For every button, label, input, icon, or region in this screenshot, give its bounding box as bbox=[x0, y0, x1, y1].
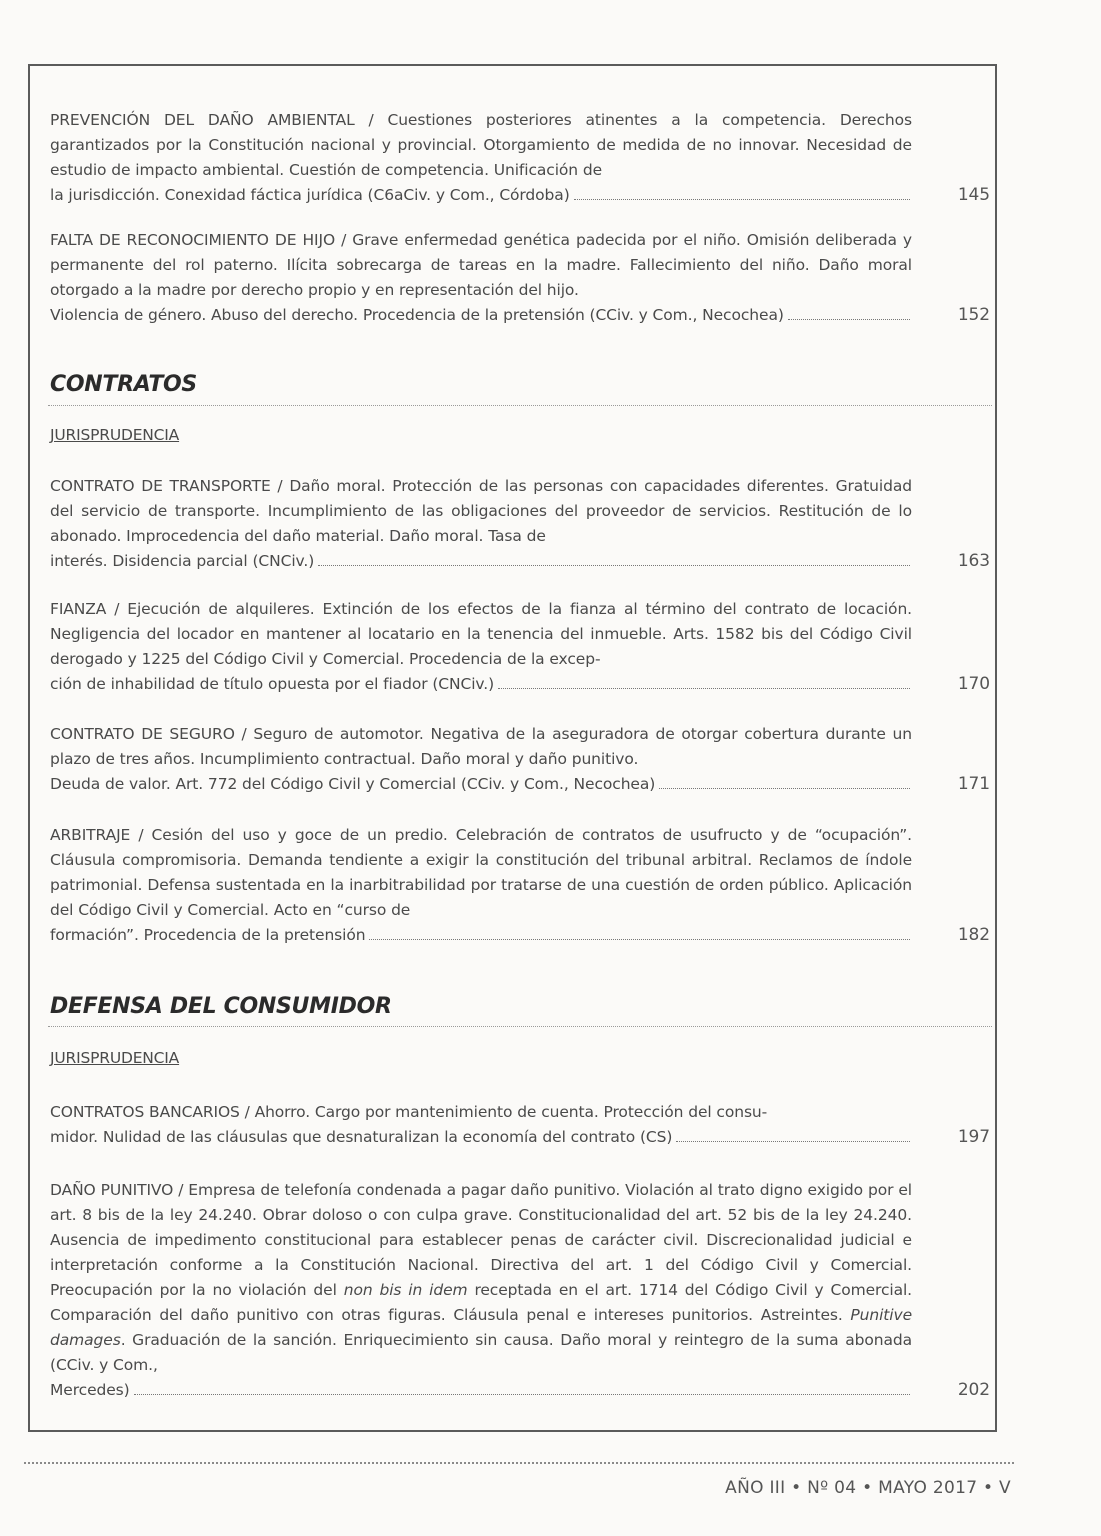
entry-text-part: receptada en el art. 1714 del Código Civil y Comercial. Comparación del daño punitivo con otras figuras. Cláusula penal e intereses punitorios. Astreintes. bbox=[50, 1281, 913, 1324]
page-footer: AÑO III • Nº 04 • MAYO 2017 • V bbox=[725, 1478, 1011, 1498]
entry-last-line bbox=[50, 549, 912, 574]
index-entry-arbitraje bbox=[50, 823, 990, 948]
entry-last-line bbox=[50, 772, 912, 797]
dot-leader bbox=[318, 565, 910, 566]
page-number: 171 bbox=[957, 774, 990, 794]
entry-last-line bbox=[50, 1378, 912, 1403]
index-entry-dano-punitivo bbox=[50, 1178, 990, 1403]
entry-text: CONTRATO DE SEGURO / Seguro de automotor. Negativa de la aseguradora de otorgar cobertura durante un plazo de tres años. Incumplimiento contractual. Daño moral y daño punitivo. bbox=[50, 725, 912, 768]
dot-leader bbox=[659, 788, 910, 789]
page-number: 182 bbox=[957, 925, 990, 945]
entry-last-line-text: Deuda de valor. Art. 772 del Código Civil y Comercial (CCiv. y Com., Necochea) bbox=[50, 775, 656, 793]
page-number: 163 bbox=[957, 551, 990, 571]
entry-last-line-text: formación”. Procedencia de la pretensión bbox=[50, 926, 366, 944]
entry-last-line bbox=[50, 303, 912, 328]
entry-last-line-text: ción de inhabilidad de título opuesta por el fiador (CNCiv.) bbox=[50, 675, 495, 693]
index-entry-contrato-transporte bbox=[50, 474, 990, 574]
section-title-contratos: CONTRATOS bbox=[50, 372, 197, 397]
entry-text: ARBITRAJE / Cesión del uso y goce de un predio. Celebración de contratos de usufructo y de “ocupación”. Cláusula compromisoria. Demanda tendiente a exigir la constitución del tribunal arbitral. Reclamos de índole patrimonial. Defensa sustentada en la inarbitrabilidad por tratarse de una cuestión de orden público. Aplicación del Código Civil y Comercial. Acto en “curso de bbox=[50, 826, 912, 919]
dot-leader bbox=[574, 199, 910, 200]
index-entry-fianza bbox=[50, 597, 990, 697]
page-number: 152 bbox=[957, 305, 990, 325]
dot-leader bbox=[498, 688, 910, 689]
entry-text: PREVENCIÓN DEL DAÑO AMBIENTAL / Cuestiones posteriores atinentes a la competencia. Derechos garantizados por la Constitución nacional y provincial. Otorgamiento de medida de no innovar. Necesidad de estudio de impacto ambiental. Cuestión de competencia. Unificación de bbox=[50, 111, 912, 179]
entry-last-line bbox=[50, 923, 912, 948]
page-number: 145 bbox=[957, 185, 990, 205]
entry-last-line bbox=[50, 1125, 912, 1150]
entry-last-line-text: Violencia de género. Abuso del derecho. Procedencia de la pretensión (CCiv. y Com., Necochea) bbox=[50, 306, 784, 324]
page-number: 170 bbox=[957, 674, 990, 694]
entry-text bbox=[50, 1178, 912, 1378]
latin-phrase: non bis in idem bbox=[343, 1281, 468, 1299]
page-number: 202 bbox=[957, 1380, 990, 1400]
english-phrase: Punitive damages bbox=[50, 1306, 912, 1349]
entry-text-part: DAÑO PUNITIVO / Empresa de telefonía condenada a pagar daño punitivo. Violación al trato digno exigido por el art. 8 bis de la ley 24.240. Obrar doloso o con culpa grave. Constitucionalidad del art. 52 bis de la ley 24.240. Ausencia de impedimento constitucional para establecer penas de carácter civil. Discrecionalidad judicial e interpretación conforme a la Constitución Nacional. Directiva del art. 1 del Código Civil y Comercial. Preocupación por la no violación del bbox=[50, 1181, 912, 1299]
entry-text-part: . Graduación de la sanción. Enriquecimiento sin causa. Daño moral y reintegro de la suma abonada (CCiv. y Com., bbox=[50, 1331, 912, 1374]
index-entry-contratos-bancarios bbox=[50, 1100, 990, 1150]
entry-last-line-text: midor. Nulidad de las cláusulas que desnaturalizan la economía del contrato (CS) bbox=[50, 1128, 673, 1146]
dot-leader bbox=[788, 319, 910, 320]
section-divider bbox=[48, 1026, 992, 1027]
entry-last-line bbox=[50, 183, 912, 208]
dot-leader bbox=[369, 939, 910, 940]
entry-last-line-text: Mercedes) bbox=[50, 1381, 130, 1399]
page-number: 197 bbox=[957, 1127, 990, 1147]
index-entry-prevencion-dano-ambiental bbox=[50, 108, 990, 208]
entry-text: CONTRATOS BANCARIOS / Ahorro. Cargo por mantenimiento de cuenta. Protección del consu- bbox=[50, 1103, 768, 1121]
entry-text: CONTRATO DE TRANSPORTE / Daño moral. Protección de las personas con capacidades diferentes. Gratuidad del servicio de transporte. Incumplimiento de las obligaciones del proveedor de servicios. Restitución de lo abonado. Improcedencia del daño material. Daño moral. Tasa de bbox=[50, 477, 912, 545]
subheading-jurisprudencia: JURISPRUDENCIA bbox=[50, 1049, 180, 1067]
entry-text: FIANZA / Ejecución de alquileres. Extinción de los efectos de la fianza al término del contrato de locación. Negligencia del locador en mantener al locatario en la tenencia del inmueble. Arts. 1582 bis del Código Civil derogado y 1225 del Código Civil y Comercial. Procedencia de la excep- bbox=[50, 600, 912, 668]
dot-leader bbox=[676, 1141, 910, 1142]
entry-last-line-text: la jurisdicción. Conexidad fáctica jurídica (C6aCiv. y Com., Córdoba) bbox=[50, 186, 570, 204]
footer-divider bbox=[24, 1462, 1014, 1464]
entry-last-line-text: interés. Disidencia parcial (CNCiv.) bbox=[50, 552, 315, 570]
dot-leader bbox=[134, 1394, 910, 1395]
entry-last-line bbox=[50, 672, 912, 697]
section-divider bbox=[48, 405, 992, 406]
index-entry-falta-reconocimiento-hijo bbox=[50, 228, 990, 328]
entry-text: FALTA DE RECONOCIMIENTO DE HIJO / Grave enfermedad genética padecida por el niño. Omisión deliberada y permanente del rol paterno. Ilícita sobrecarga de tareas en la madre. Fallecimiento del niño. Daño moral otorgado a la madre por derecho propio y en representación del hijo. bbox=[50, 231, 912, 299]
subheading-jurisprudencia: JURISPRUDENCIA bbox=[50, 426, 180, 444]
index-entry-contrato-seguro bbox=[50, 722, 990, 797]
section-title-defensa-consumidor: DEFENSA DEL CONSUMIDOR bbox=[50, 994, 392, 1019]
